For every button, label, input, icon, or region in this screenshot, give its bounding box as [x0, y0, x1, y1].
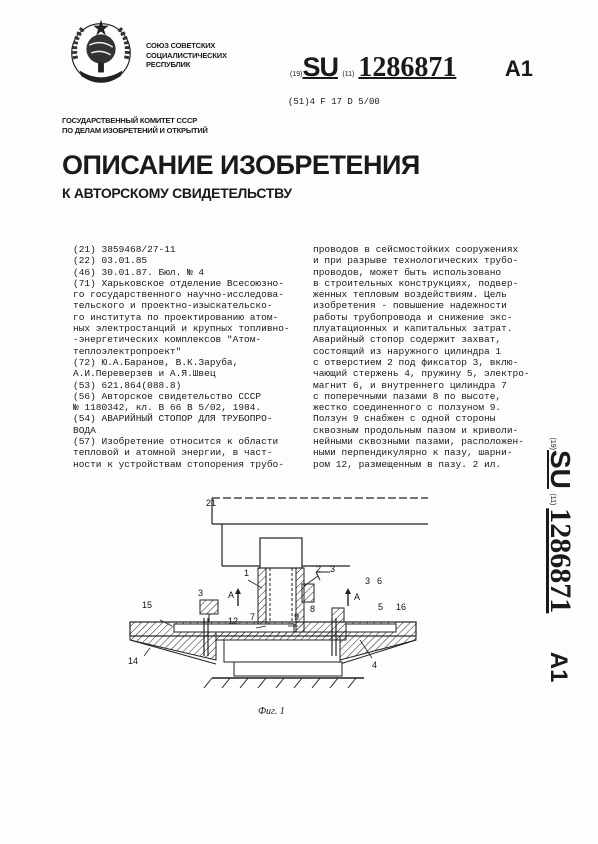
union-name-line: РЕСПУБЛИК — [146, 60, 191, 69]
abstract-line: ными перпендикулярно к пазу, шарни- — [313, 447, 513, 459]
ipc-classification: (51)4 F 17 D 5/00 — [288, 97, 380, 107]
abstract-line: Ползун 9 снабжен с одной стороны — [313, 413, 496, 425]
abstract-line: проводов, может быть использовано — [313, 266, 502, 278]
biblio-line: го государственного научно-исследова- — [73, 289, 284, 301]
label-2: 2 — [316, 564, 322, 574]
biblio-line: № 1180342, кл. В 66 В 5/02, 1984. — [73, 402, 262, 414]
section-marks — [235, 588, 351, 606]
label-6: 6 — [377, 576, 383, 586]
label-7: 7 — [250, 612, 256, 622]
technical-drawing — [120, 488, 430, 698]
biblio-line: ных электростанций и крупных топливно- — [73, 323, 290, 335]
biblio-line: (56) Авторское свидетельство СССР — [73, 390, 262, 402]
abstract-line: в строительных конструкциях, подвер- — [313, 277, 519, 289]
abstract-line: проводов в сейсмостойких сооружениях — [313, 244, 519, 255]
abstract-line: плуатационных и капитальных затрат. — [313, 323, 513, 335]
base — [204, 662, 364, 688]
abstract-line: сквозным продольным пазом и криволи- — [313, 424, 519, 436]
abstract-line: чающий стержень 4, пружину 5, электро- — [313, 368, 530, 380]
code-11: (11) — [342, 71, 355, 78]
biblio-line: А.И.Переверзев и А.Я.Швец — [73, 368, 216, 380]
abstract-line: магнит 6, и внутреннего цилиндра 7 — [313, 379, 507, 391]
biblio-line: (71) Харьковское отделение Всесоюзно- — [73, 277, 284, 289]
bibliographic-data — [73, 244, 305, 470]
abstract-line: женных тепловым воздействиям. Цель — [313, 289, 507, 301]
side-patent-number: 1286871 — [544, 508, 577, 614]
biblio-line: (72) Ю.А.Баранов, В.К.Заруба, — [73, 356, 239, 368]
abstract-line: изобретения - повышение надежности — [313, 300, 507, 312]
abstract-line: работы трубопровода и снижение экс- — [313, 311, 513, 323]
side-country-code: SU — [545, 450, 576, 489]
side-code-11: (11) — [549, 493, 556, 506]
abstract-line: и при разрыве технологических трубо- — [313, 255, 519, 267]
abstract-line: с отверстием 2 под фиксатор 3, вклю- — [313, 356, 519, 368]
upper-structure — [212, 498, 428, 566]
label-16: 16 — [396, 602, 407, 612]
label-3-far: 3 — [365, 576, 371, 586]
biblio-line: теплоэлектропроект" — [73, 345, 182, 357]
patent-number: 1286871 — [358, 52, 457, 83]
label-section-a-right: А — [354, 592, 361, 602]
abstract-text — [313, 244, 545, 470]
label-21: 21 — [206, 498, 217, 508]
code-19: (19) — [290, 71, 303, 78]
side-code-19: (19) — [549, 437, 556, 451]
committee-line: ГОСУДАРСТВЕННЫЙ КОМИТЕТ СССР — [62, 116, 197, 125]
biblio-line: (57) Изобретение относится к области — [73, 436, 279, 448]
biblio-line: (53) 621.864(088.8) — [73, 379, 182, 391]
committee-line: ПО ДЕЛАМ ИЗОБРЕТЕНИЙ И ОТКРЫТИЙ — [62, 126, 208, 135]
biblio-line: ВОДА — [73, 424, 96, 436]
label-section-a-left: А — [228, 590, 235, 600]
kind-code: A1 — [504, 56, 533, 81]
abstract-line: состоящий из наружного цилиндра 1 — [313, 345, 502, 357]
label-12: 12 — [228, 616, 239, 626]
union-name — [146, 41, 227, 70]
ussr-emblem-icon — [62, 12, 140, 90]
biblio-line: (54) АВАРИЙНЫЙ СТОПОР ДЛЯ ТРУБОПРО- — [73, 413, 273, 425]
label-14: 14 — [128, 656, 139, 666]
label-15: 15 — [142, 600, 153, 610]
biblio-line: тепловой и атомной энергии, в част- — [73, 447, 273, 459]
union-name-line: СОЦИАЛИСТИЧЕСКИХ — [146, 50, 227, 60]
abstract-line: с поперечными пазами 8 по высоте, — [313, 390, 502, 402]
label-3-left: 3 — [198, 588, 204, 598]
side-patent-stamp — [535, 420, 585, 700]
label-3-right: 3 — [330, 564, 336, 574]
label-5: 5 — [378, 602, 384, 612]
figure-caption: Фиг. 1 — [258, 706, 285, 717]
abstract-line: ром 12, размещенным в пазу. 2 ил. — [313, 458, 502, 470]
document-title: ОПИСАНИЕ ИЗОБРЕТЕНИЯ — [62, 150, 420, 180]
committee-name — [62, 116, 208, 136]
biblio-line: -энергетических комплексов "Атом- — [73, 334, 262, 346]
label-9: 9 — [294, 612, 300, 622]
abstract-line: Аварийный стопор содержит захват, — [313, 334, 502, 346]
country-code: SU — [302, 52, 338, 82]
union-name-line: СОЮЗ СОВЕТСКИХ — [146, 41, 216, 50]
fixator-left — [200, 600, 218, 622]
biblio-line: тельского и проектно-изыскательско- — [73, 300, 273, 312]
abstract-line: нейными сквозными пазами, расположен- — [313, 436, 524, 448]
label-8: 8 — [310, 604, 316, 614]
abstract-line: жестко соединенного с ползуном 9. — [313, 402, 502, 414]
label-1: 1 — [244, 568, 250, 578]
biblio-line: ности к устройствам стопорения трубо- — [73, 458, 284, 470]
side-kind-code: A1 — [545, 651, 572, 683]
label-4: 4 — [372, 660, 378, 670]
biblio-line: (21) 3859468/27-11 — [73, 244, 176, 255]
document-subtitle: К АВТОРСКОМУ СВИДЕТЕЛЬСТВУ — [62, 185, 292, 201]
biblio-line: (22) 03.01.85 — [73, 255, 148, 267]
patent-number-line — [290, 52, 533, 84]
biblio-line: го института по проектированию атом- — [73, 311, 279, 323]
biblio-line: (46) 30.01.87. Бюл. № 4 — [73, 266, 205, 278]
